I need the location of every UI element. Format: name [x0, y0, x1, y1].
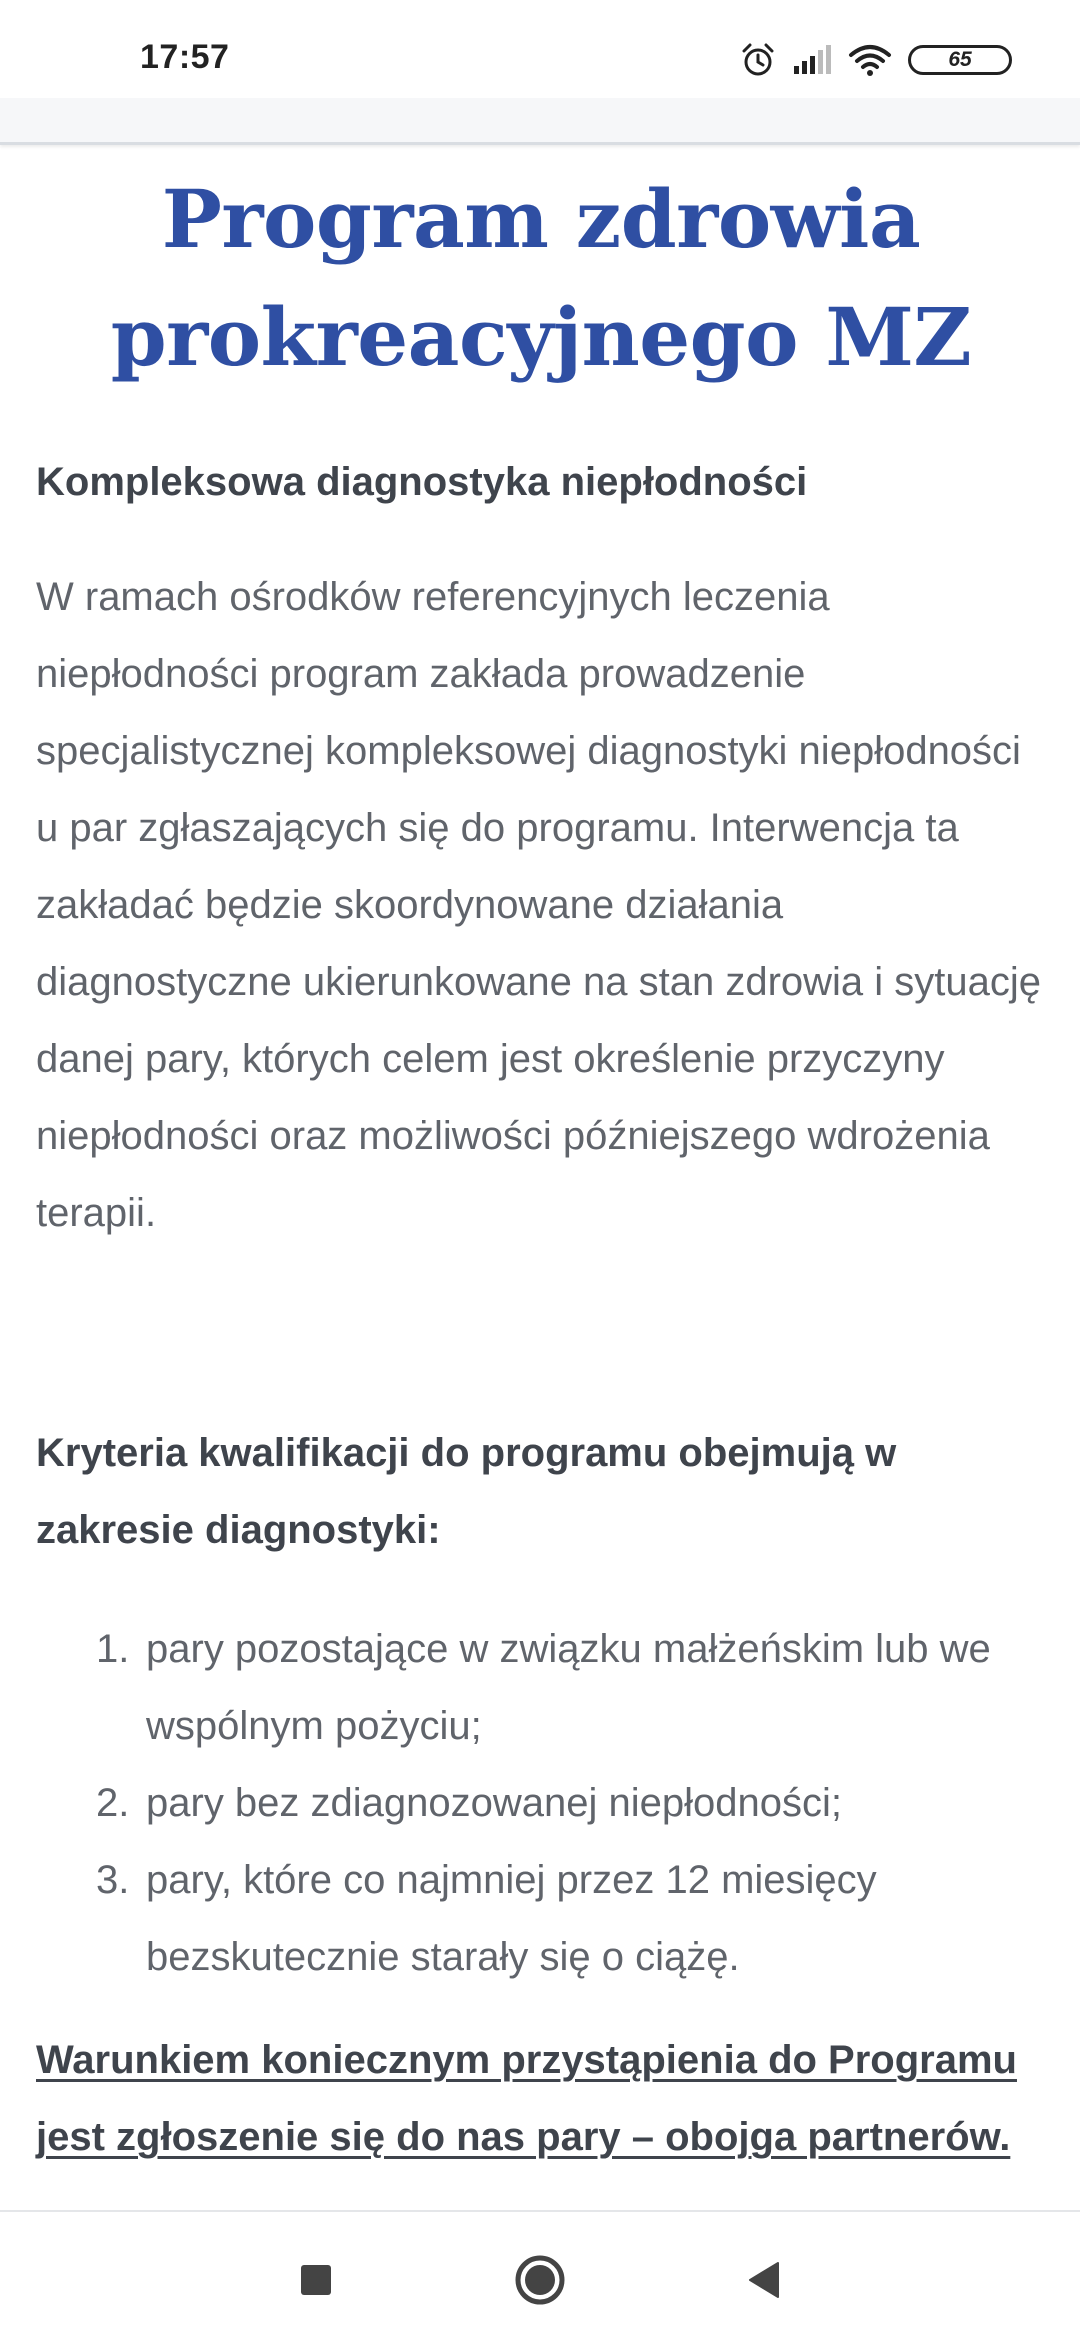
battery-icon [908, 45, 1012, 75]
criteria-heading: Kryteria kwalifikacji do programu obejmują w zakresie diagnostyki: [36, 1431, 897, 1552]
criteria-number: 1. [96, 1627, 130, 1671]
status-bar [0, 0, 1080, 98]
back-button[interactable] [724, 2240, 804, 2320]
back-triangle-icon [746, 2260, 782, 2300]
navigation-bar [0, 2210, 1080, 2342]
recents-button[interactable] [276, 2240, 356, 2320]
collapsed-page-header [0, 98, 1080, 145]
criteria-number: 3. [96, 1858, 130, 1902]
requirement-link[interactable]: Warunkiem koniecznym przystąpienia do Programu jest zgłoszenie się do nas pary – obojga partnerów. [36, 2038, 1017, 2159]
criteria-list [36, 1611, 1046, 1996]
status-icons [740, 40, 1012, 80]
battery-level: 65 [948, 48, 972, 71]
criteria-item [36, 1842, 1046, 1996]
alarm-icon [740, 42, 776, 78]
status-time: 17:57 [140, 38, 230, 76]
criteria-number: 2. [96, 1781, 130, 1825]
criteria-item [36, 1765, 1046, 1842]
page-title: Program zdrowia prokreacyjnego MZ [110, 172, 972, 384]
criteria-text: pary, które co najmniej przez 12 miesięcy bezskutecznie starały się o ciążę. [146, 1858, 877, 1979]
criteria-item [36, 1611, 1046, 1765]
criteria-text: pary bez zdiagnozowanej niepłodności; [146, 1781, 843, 1825]
criteria-text: pary pozostające w związku małżeńskim lub we wspólnym pożyciu; [146, 1627, 991, 1748]
diagnostics-heading: Kompleksowa diagnostyka niepłodności [36, 460, 808, 504]
signal-icon [792, 44, 832, 76]
home-circle-icon [513, 2253, 567, 2307]
diagnostics-paragraph: W ramach ośrodków referencyjnych leczenia niepłodności program zakłada prowadzenie specjalistycznej kompleksowej diagnostyki niepłodności u par zgłaszających się do programu. Interwencja ta zakładać będzie skoordynowane działania diagnostyczne ukierunkowane na stan zdrowia i sytuację danej pary, których celem jest określenie przyczyny niepłodności oraz możliwości późniejszego wdrożenia terapii. [36, 575, 1042, 1235]
wifi-icon [848, 43, 892, 77]
home-button[interactable] [500, 2240, 580, 2320]
article-content [36, 160, 1046, 2176]
square-icon [298, 2262, 334, 2298]
